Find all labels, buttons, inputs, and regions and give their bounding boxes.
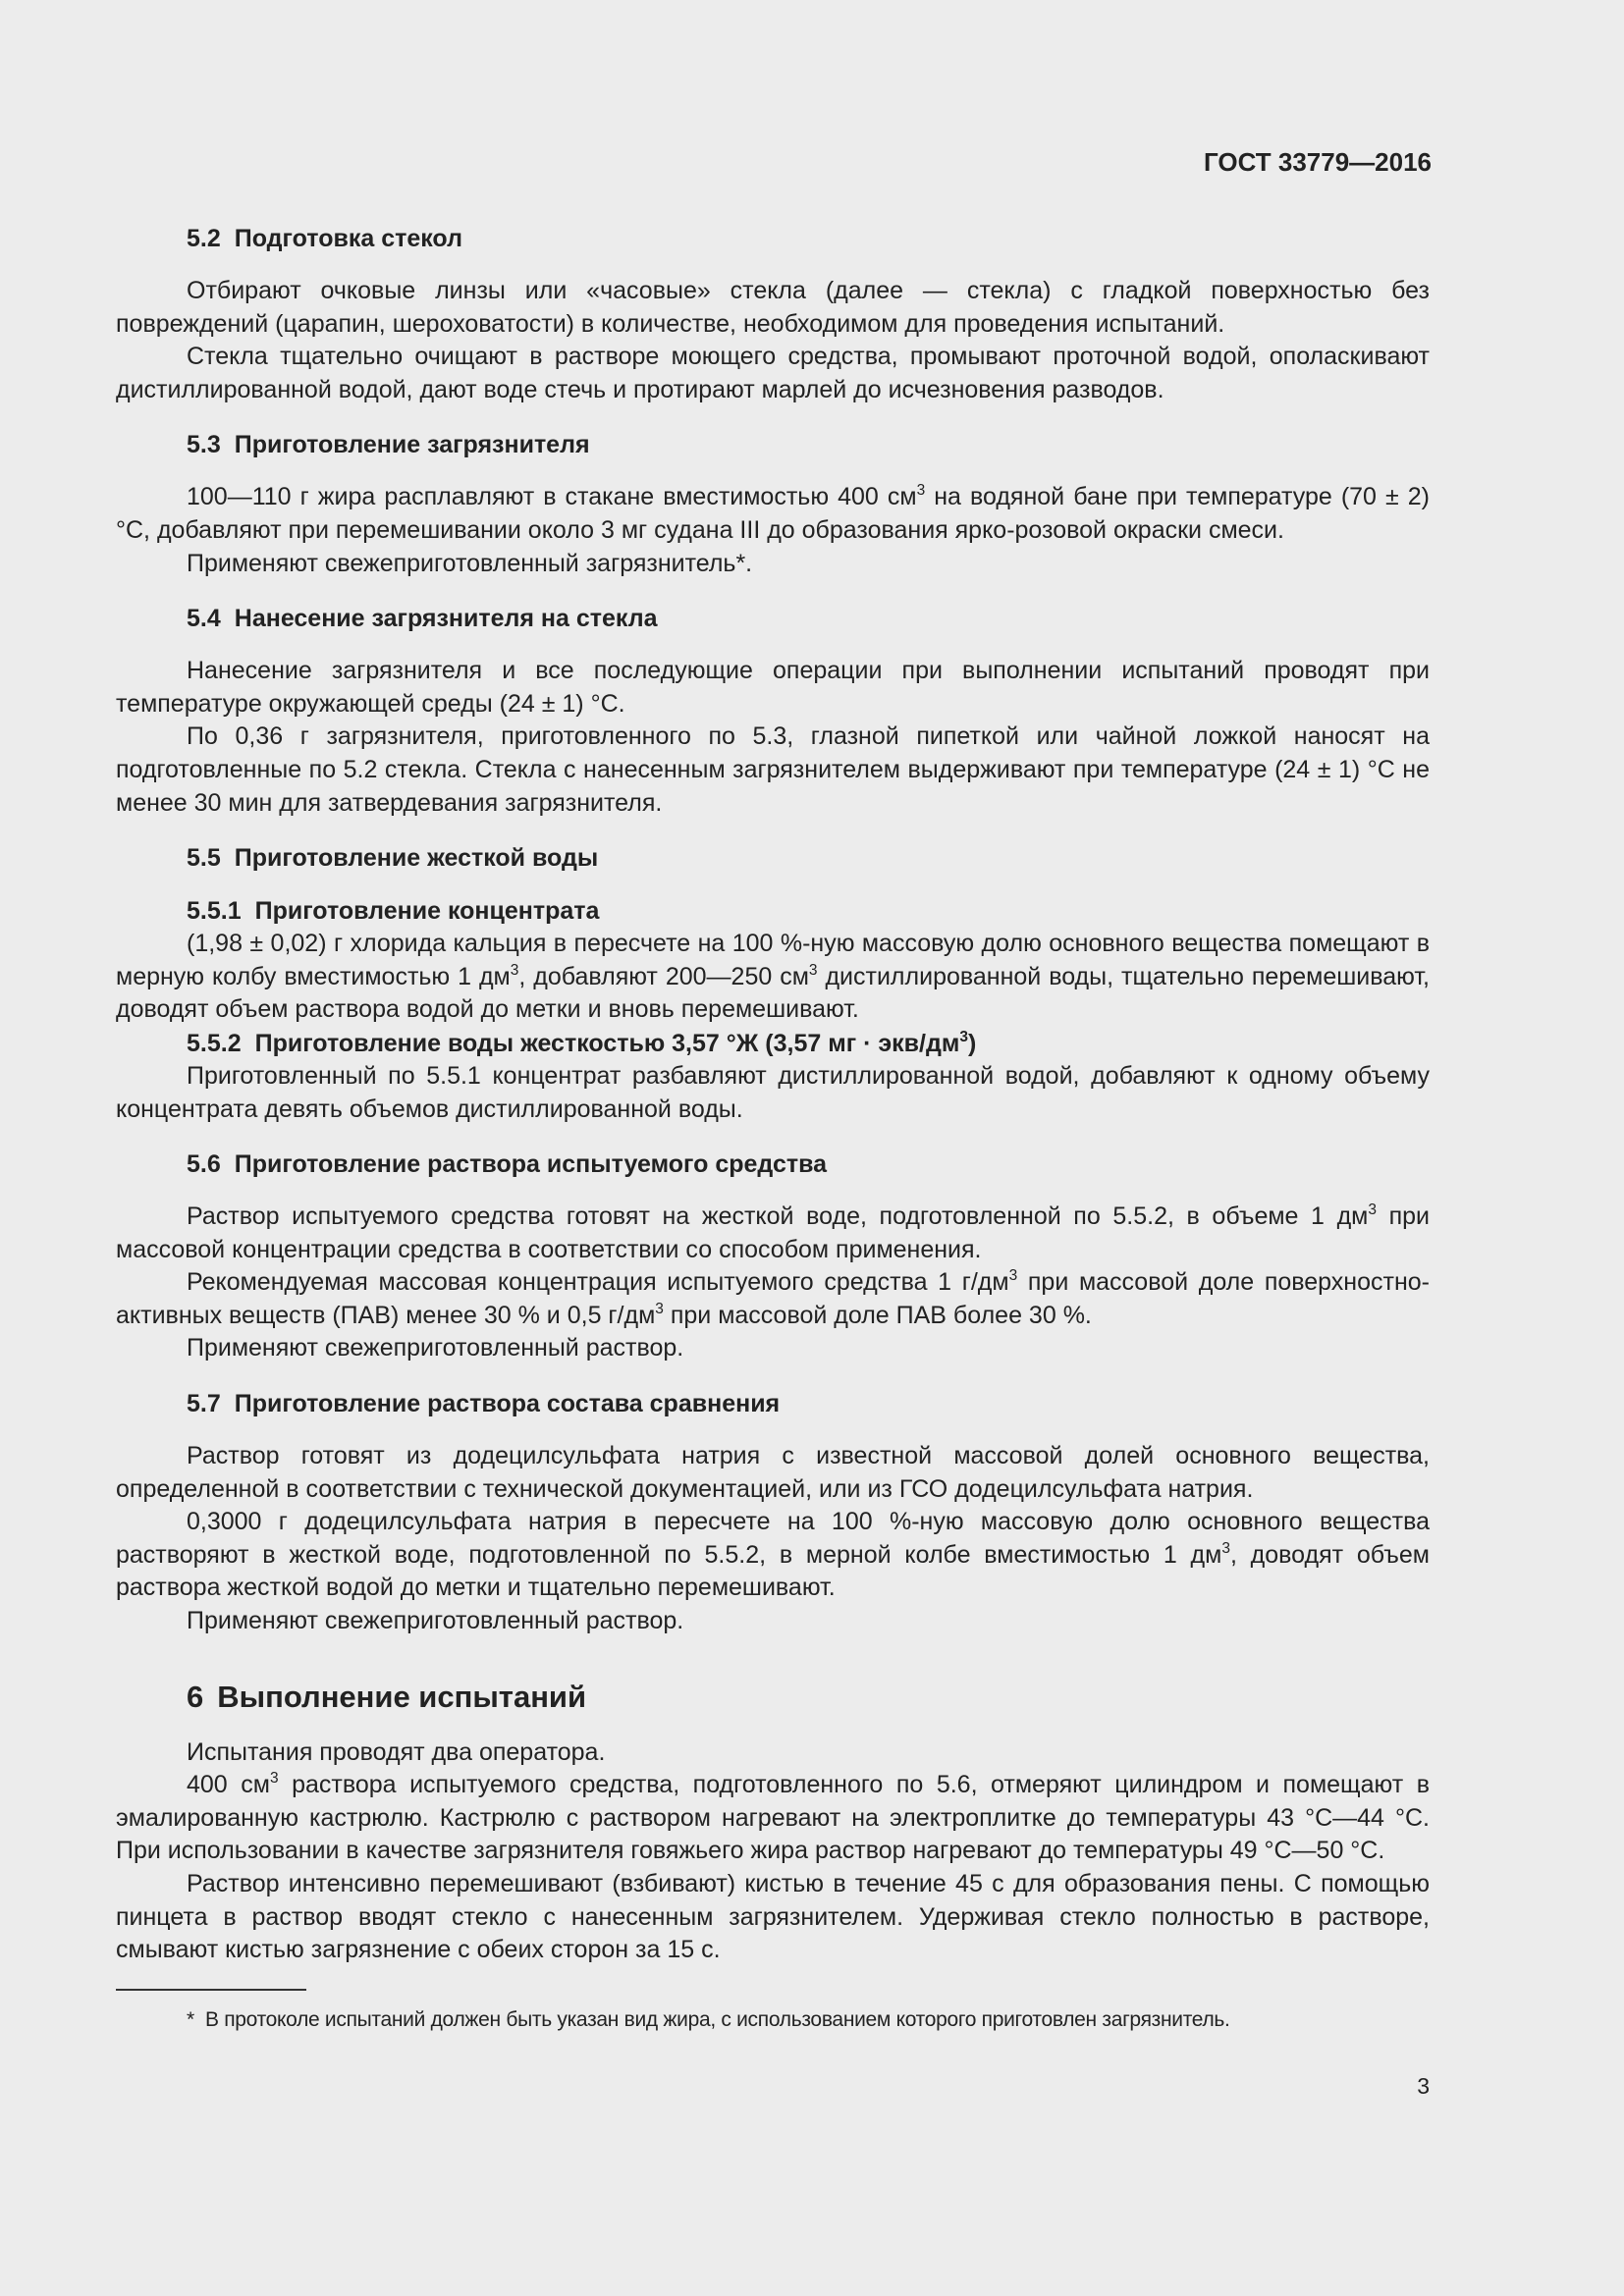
section-5-4 bbox=[116, 602, 1430, 820]
section-heading bbox=[187, 602, 1430, 635]
footnote-mark: * bbox=[187, 2007, 194, 2031]
section-heading bbox=[187, 1148, 1430, 1181]
section-5-7 bbox=[116, 1387, 1430, 1638]
subsection-heading: 5.5.2 Приготовление воды жесткостью 3,57 °Ж (3,57 мг · экв/$дм^3$) bbox=[187, 1028, 977, 1057]
section-5-3 bbox=[116, 428, 1430, 580]
paragraph: 100—110 г жира расплавляют в стакане вместимостью 400 $см^3$ на водяной бане при температуре (70 ± 2) °С, добавляют при перемешивании около 3 мг судана III до образования ярко-розовой окраски смеси. bbox=[116, 482, 1430, 544]
section-number: 5.7 bbox=[187, 1390, 221, 1418]
section-5-2 bbox=[116, 222, 1430, 406]
paragraph: Испытания проводят два оператора. bbox=[187, 1737, 606, 1766]
paragraph: 0,3000 г додецилсульфата натрия в пересчете на 100 %-ную массовую долю основного вещества растворяют в жесткой воде, подготовленной по 5.5.2, в мерной колбе вместимостью 1 $дм^3$, доводят объем раствора жесткой водой до метки и тщательно перемешивают. bbox=[116, 1508, 1430, 1602]
section-5-5 bbox=[116, 841, 1430, 1126]
section-number: 5.4 bbox=[187, 605, 221, 633]
section-number: 5.3 bbox=[187, 431, 221, 459]
paragraph: (1,98 ± 0,02) г хлорида кальция в пересчете на 100 %-ную массовую долю основного вещества помещают в мерную колбу вместимостью 1 $дм^3$, добавляют 200—250 $см^3$ дистиллированной воды, тщательно перемешивают, доводят объем раствора водой до метки и вновь перемешивают. bbox=[116, 930, 1430, 1024]
section-heading bbox=[187, 428, 1430, 461]
page-number: 3 bbox=[1417, 2073, 1430, 2099]
paragraph: Раствор испытуемого средства готовят на жесткой воде, подготовленной по 5.5.2, в объеме 1 $дм^3$ при массовой концентрации средства в соответствии со способом применения. bbox=[116, 1201, 1430, 1263]
paragraph: Рекомендуемая массовая концентрация испытуемого средства 1 $г/дм^3$ при массовой доле поверхностно-активных веществ (ПАВ) менее 30 % и 0,5 $г/дм^3$ при массовой доле ПАВ более 30 %. bbox=[116, 1267, 1430, 1329]
subsection-title: Приготовление воды жесткостью 3,57 °Ж (3,57 мг · экв/дм bbox=[254, 1029, 960, 1057]
chapter-number: 6 bbox=[187, 1679, 204, 1714]
chapter-title: Выполнение испытаний bbox=[217, 1679, 587, 1714]
chapter-heading bbox=[187, 1678, 1430, 1717]
subsection-number: 5.5.2 bbox=[187, 1029, 242, 1057]
section-number: 5.2 bbox=[187, 225, 221, 252]
section-title: Подготовка стекол bbox=[234, 225, 462, 252]
subsection-title: Приготовление концентрата bbox=[254, 897, 600, 926]
footnote bbox=[187, 2006, 1430, 2034]
section-title: Приготовление жесткой воды bbox=[234, 844, 599, 873]
footnote-divider bbox=[116, 1989, 306, 1991]
section-number: 5.5 bbox=[187, 844, 221, 873]
section-number: 5.6 bbox=[187, 1150, 221, 1179]
paragraph: Применяют свежеприготовленный раствор. bbox=[187, 1334, 684, 1362]
paragraph: Применяют свежеприготовленный раствор. bbox=[187, 1607, 684, 1635]
document-body bbox=[116, 222, 1430, 2034]
section-6 bbox=[116, 1678, 1430, 1967]
paragraph: Отбирают очковые линзы или «часовые» стекла (далее — стекла) с гладкой поверхностью без повреждений (царапин, шероховатости) в количестве, необходимом для проведения испытаний. bbox=[116, 277, 1430, 338]
paragraph: 400 $см^3$ раствора испытуемого средства, подготовленного по 5.6, отмеряют цилиндром и помещают в эмалированную кастрюлю. Кастрюлю с раствором нагревают на электроплитке до температуры 43 °С—44 °С. При использовании в качестве загрязнителя говяжьего жира раствор нагревают до температуры 49 °С—50 °С. bbox=[116, 1770, 1430, 1865]
section-heading bbox=[187, 841, 1430, 875]
section-title: Нанесение загрязнителя на стекла bbox=[234, 605, 658, 633]
paragraph: Раствор готовят из додецилсульфата натрия с известной массовой долей основного вещества, определенной в соответствии с технической документацией, или из ГСО додецилсульфата натрия. bbox=[116, 1442, 1430, 1503]
document-id: ГОСТ 33779—2016 bbox=[1204, 147, 1432, 177]
paragraph: Раствор интенсивно перемешивают (взбивают) кистью в течение 45 с для образования пены. С помощью пинцета в раствор вводят стекло с нанесенным загрязнителем. Удерживая стекло полностью в растворе, смывают кистью загрязнение с обеих сторон за 15 с. bbox=[116, 1870, 1430, 1964]
section-title: Приготовление раствора состава сравнения bbox=[234, 1390, 781, 1418]
footnote-text: В протоколе испытаний должен быть указан вид жира, с использованием которого приготовлен загрязнитель. bbox=[204, 2007, 1230, 2031]
subsection-heading bbox=[187, 894, 1430, 928]
paragraph: По 0,36 г загрязнителя, приготовленного по 5.3, глазной пипеткой или чайной ложкой наносят на подготовленные по 5.2 стекла. Стекла с нанесенным загрязнителем выдерживают при температуре (24 ± 1) °С не менее 30 мин для затвердевания загрязнителя. bbox=[116, 722, 1430, 817]
paragraph: Приготовленный по 5.5.1 концентрат разбавляют дистиллированной водой, добавляют к одному объему концентрата девять объемов дистиллированной воды. bbox=[116, 1061, 1430, 1123]
section-title: Приготовление загрязнителя bbox=[234, 431, 590, 459]
section-heading bbox=[187, 222, 1430, 255]
section-5-6 bbox=[116, 1148, 1430, 1365]
subsection-number: 5.5.1 bbox=[187, 897, 242, 926]
paragraph: Нанесение загрязнителя и все последующие операции при выполнении испытаний проводят при температуре окружающей среды (24 ± 1) °С. bbox=[116, 657, 1430, 718]
paragraph: Стекла тщательно очищают в растворе моющего средства, промывают проточной водой, ополаскивают дистиллированной водой, дают воде стечь и протирают марлей до исчезновения разводов. bbox=[116, 343, 1430, 403]
section-title: Приготовление раствора испытуемого средства bbox=[234, 1150, 828, 1179]
section-heading bbox=[187, 1387, 1430, 1420]
paragraph: Применяют свежеприготовленный загрязнитель*. bbox=[187, 549, 753, 577]
